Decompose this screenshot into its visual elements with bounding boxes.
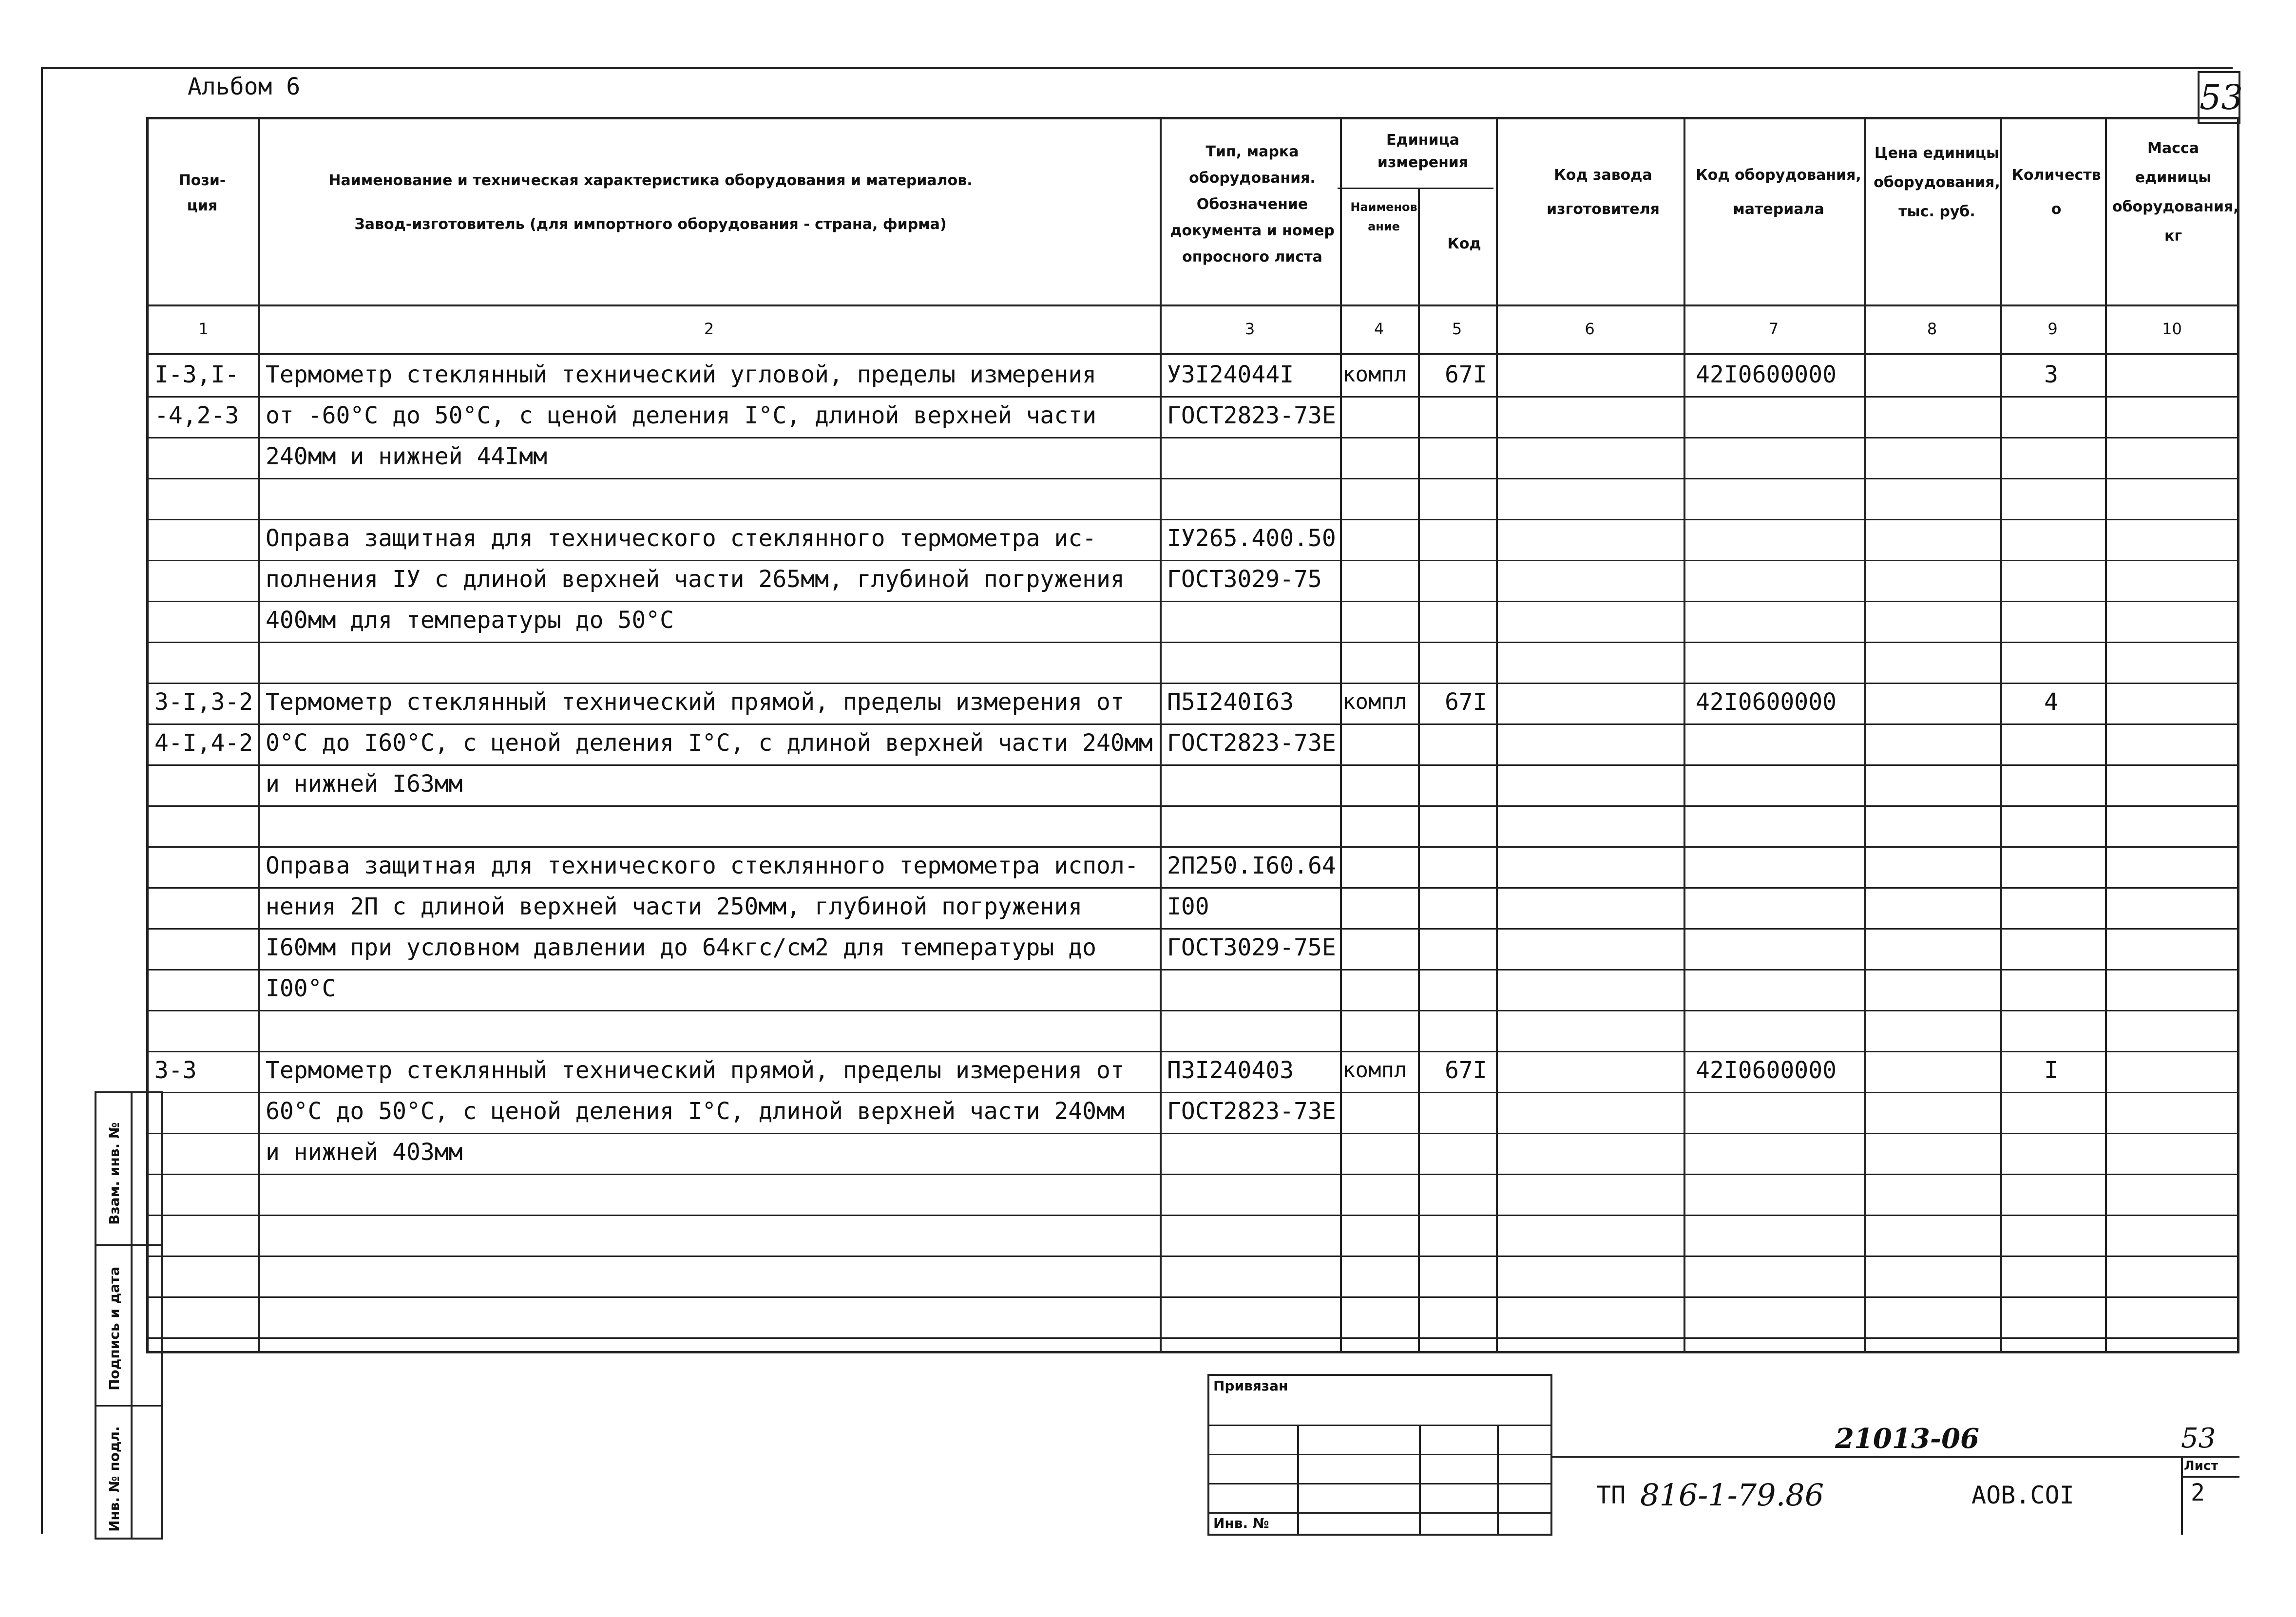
cell-name: 400мм для температуры до 50°С bbox=[266, 607, 674, 634]
cell-type: УЗI24044I bbox=[1167, 361, 1294, 388]
header-quantity: Количество bbox=[2011, 167, 2101, 218]
stamp-title: Привязан bbox=[1213, 1378, 1288, 1394]
sheet-label: Лист bbox=[2184, 1459, 2219, 1473]
cell-type: ПЗI240403 bbox=[1167, 1057, 1294, 1084]
unit-header-divider bbox=[1338, 188, 1493, 189]
cell-name: 240мм и нижней 44Iмм bbox=[266, 443, 547, 470]
side-label-original: Инв. № подл. bbox=[106, 1426, 122, 1532]
cell-type: ГОСТ3029-75 bbox=[1167, 566, 1322, 593]
cell-name: и нижней 403мм bbox=[266, 1139, 463, 1166]
cell-type: ГОСТ3029-75Е bbox=[1167, 934, 1336, 961]
column-divider bbox=[1340, 119, 1342, 1352]
column-number: 10 bbox=[2162, 320, 2182, 338]
cell-type: ГОСТ2823-73Е bbox=[1167, 729, 1336, 757]
header-position: Пози- ция bbox=[178, 172, 226, 214]
column-divider bbox=[1496, 119, 1498, 1352]
column-divider bbox=[2000, 119, 2002, 1352]
cell-type: П5I240I63 bbox=[1167, 688, 1294, 716]
header-type: Тип, марка оборудования. Обозначение документа и номер опросного листа bbox=[1170, 143, 1335, 266]
cell-material-code: 42I0600000 bbox=[1696, 1057, 1837, 1084]
row-divider bbox=[149, 642, 2239, 643]
cell-type: ГОСТ2823-73Е bbox=[1167, 402, 1336, 429]
cell-unit-code: 67I bbox=[1445, 1057, 1487, 1084]
cell-unit: компл bbox=[1342, 689, 1407, 714]
cell-name: и нижней I63мм bbox=[266, 770, 463, 798]
doc-number: 21013-06 bbox=[1835, 1423, 1979, 1455]
binding-stamp bbox=[1207, 1374, 1552, 1536]
row-divider bbox=[149, 1215, 2239, 1216]
column-number: 8 bbox=[1927, 320, 1937, 338]
column-number: 2 bbox=[704, 320, 714, 338]
header-price: Цена единицы оборудования, тыс. руб. bbox=[1874, 145, 2000, 220]
side-approval-column bbox=[95, 1091, 163, 1540]
row-divider bbox=[149, 969, 2239, 970]
column-divider bbox=[258, 119, 260, 1352]
row-divider bbox=[149, 1010, 2239, 1011]
column-number: 4 bbox=[1374, 320, 1384, 338]
column-divider bbox=[1418, 188, 1420, 1352]
column-number: 7 bbox=[1768, 320, 1779, 338]
sheet-number: 53 bbox=[2198, 71, 2240, 124]
cell-quantity: 3 bbox=[2044, 361, 2058, 388]
header-material-code: Код оборудования, материала bbox=[1696, 167, 1861, 218]
cell-type: I00 bbox=[1167, 893, 1209, 920]
column-divider bbox=[1684, 119, 1685, 1352]
row-divider bbox=[149, 1337, 2239, 1339]
cell-name: от -60°С до 50°С, с ценой деления I°С, длиной верхней части bbox=[266, 402, 1097, 429]
row-divider bbox=[149, 478, 2239, 479]
cell-name: 0°С до I60°С, с ценой деления I°С, с длиной верхней части 240мм bbox=[266, 729, 1153, 757]
cell-name: Оправа защитная для технического стеклянного термометра ис- bbox=[266, 525, 1097, 552]
cell-name: полнения IУ с длиной верхней части 265мм, глубиной погружения bbox=[266, 566, 1125, 593]
cell-type: IУ265.400.50 bbox=[1167, 525, 1336, 552]
column-divider bbox=[1160, 119, 1162, 1352]
specification-table bbox=[146, 117, 2239, 1353]
aob-code: АОВ.СОI bbox=[1971, 1481, 2074, 1509]
cell-material-code: 42I0600000 bbox=[1696, 361, 1837, 388]
column-number: 6 bbox=[1585, 320, 1595, 338]
cell-material-code: 42I0600000 bbox=[1696, 688, 1837, 716]
cell-name: Термометр стеклянный технический угловой, пределы измерения bbox=[266, 361, 1097, 388]
header-unit-code: Код bbox=[1447, 235, 1481, 252]
tp-label: ТП bbox=[1596, 1481, 1626, 1509]
side-label-signature: Подпись и дата bbox=[106, 1266, 122, 1390]
cell-unit-code: 67I bbox=[1445, 688, 1487, 716]
cell-position: 3-I,3-2 bbox=[154, 688, 253, 716]
sheet-value: 2 bbox=[2191, 1479, 2205, 1506]
cell-type: ГОСТ2823-73Е bbox=[1167, 1098, 1336, 1125]
header-name-line1: Наименование и техническая характеристика оборудования и материалов. bbox=[328, 172, 973, 189]
cell-quantity: 4 bbox=[2044, 688, 2058, 716]
header-mass: Масса единицы оборудования, кг bbox=[2112, 140, 2239, 245]
cell-name: Термометр стеклянный технический прямой, пределы измерения от bbox=[266, 688, 1125, 716]
cell-unit-code: 67I bbox=[1445, 361, 1487, 388]
row-divider bbox=[149, 1256, 2239, 1257]
cell-type: 2П250.I60.64 bbox=[1167, 852, 1336, 879]
column-number: 1 bbox=[198, 320, 209, 338]
cell-quantity: I bbox=[2044, 1057, 2058, 1084]
cell-name: I00°С bbox=[266, 975, 336, 1002]
cell-name: 60°С до 50°С, с ценой деления I°С, длиной верхней части 240мм bbox=[266, 1098, 1125, 1125]
row-divider bbox=[149, 1296, 2239, 1298]
column-number: 5 bbox=[1452, 320, 1462, 338]
column-divider bbox=[1864, 119, 1866, 1352]
cell-name: I60мм при условном давлении до 64кгс/см2 для температуры до bbox=[266, 934, 1097, 961]
side-label-replacement: Взам. инв. № bbox=[106, 1122, 122, 1225]
cell-name: Термометр стеклянный технический прямой, пределы измерения от bbox=[266, 1057, 1125, 1084]
cell-unit: компл bbox=[1342, 362, 1407, 387]
cell-name: нения 2П с длиной верхней части 250мм, глубиной погружения bbox=[266, 893, 1083, 920]
stamp-inv-label: Инв. № bbox=[1213, 1515, 1269, 1531]
header-unit-name: Наименование bbox=[1350, 200, 1417, 233]
column-number: 3 bbox=[1244, 320, 1255, 338]
cell-position: I-3,I- bbox=[154, 361, 239, 388]
page-number: 53 bbox=[2181, 1423, 2216, 1454]
tp-code: 816-1-79.86 bbox=[1640, 1477, 1824, 1513]
title-block bbox=[1552, 1423, 2239, 1535]
column-divider bbox=[2105, 119, 2107, 1352]
header-unit-group: Единица измерения bbox=[1377, 132, 1469, 171]
cell-name: Оправа защитная для технического стеклянного термометра испол- bbox=[266, 852, 1139, 879]
row-divider bbox=[149, 1174, 2239, 1175]
row-divider bbox=[149, 805, 2239, 807]
header-factory-code: Код завода изготовителя bbox=[1547, 167, 1660, 218]
cell-unit: компл bbox=[1342, 1058, 1407, 1083]
column-number: 9 bbox=[2047, 320, 2058, 338]
album-label: Альбом 6 bbox=[188, 73, 301, 100]
header-name-line2: Завод-изготовитель (для импортного оборудования - страна, фирма) bbox=[354, 216, 947, 233]
cell-position: -4,2-3 bbox=[154, 402, 239, 429]
cell-position: 4-I,4-2 bbox=[154, 729, 253, 757]
cell-position: 3-3 bbox=[154, 1057, 197, 1084]
